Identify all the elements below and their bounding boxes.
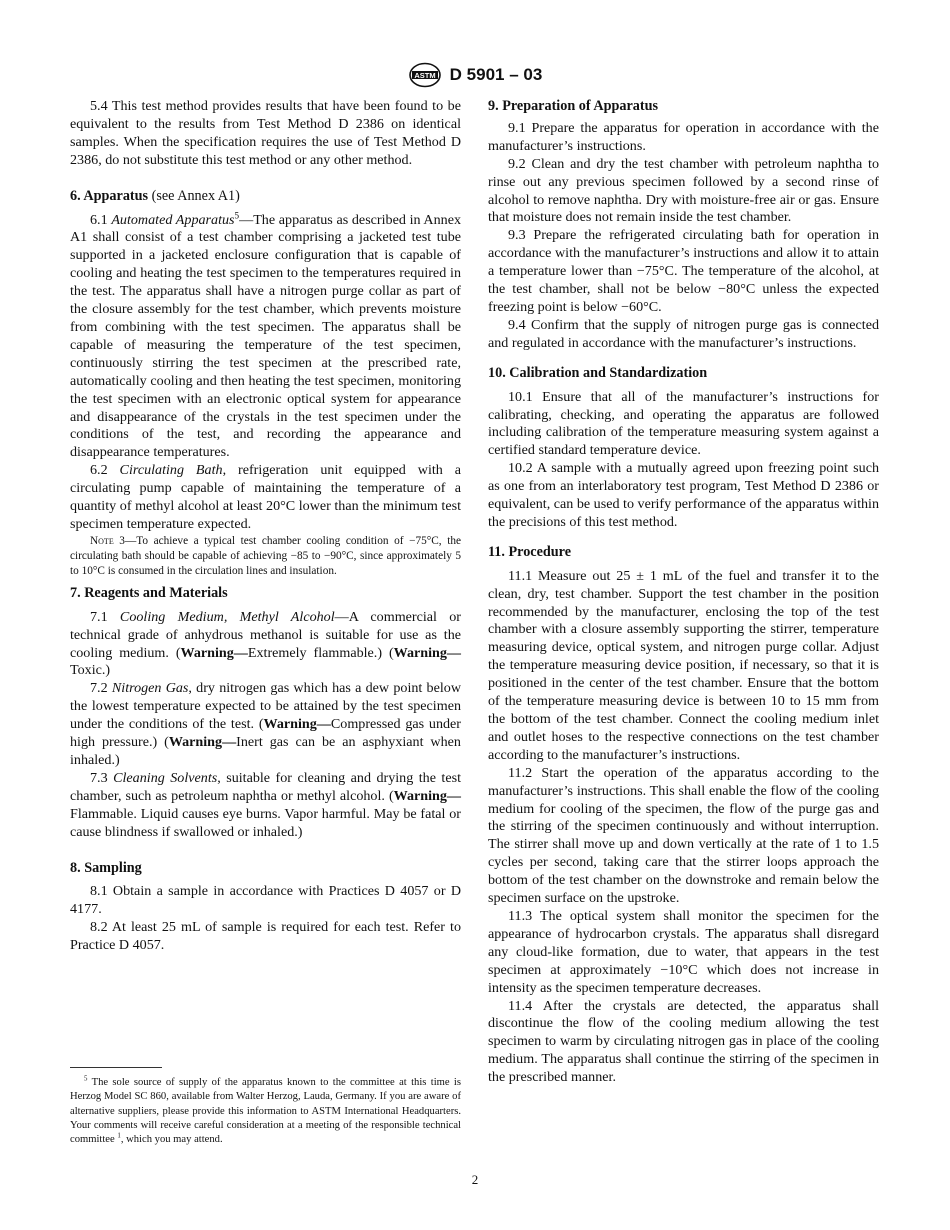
section-6-heading [70, 188, 461, 206]
p7-3-term: Cleaning Solvents [113, 769, 218, 786]
paragraph-9-4: 9.4 Confirm that the supply of nitrogen purge gas is connected and regulated in accordance with the manufacturer’s instructions. [488, 316, 879, 351]
page-number: 2 [471, 1172, 479, 1187]
footnote-number: 5 [84, 1075, 88, 1083]
p7-1-label: 7.1 [90, 608, 108, 625]
footnote-divider [70, 1067, 162, 1068]
section-8-heading: 8. Sampling [70, 859, 142, 876]
paragraph-11-2: 11.2 Start the operation of the apparatus according to the manufacturer’s instructions. This shall enable the flow of the cooling medium for cooling of the specimen, the flow of the purge gas and the stirring of the specimen continuously and without interruption. The stirrer shall move up and down vertically at the rate of 1 to 1.5 cycles per second, taking care that the stirrer loops approach the bottom of the test chamber on the downstroke and remain below the specimen surface on the upstroke. [488, 764, 879, 907]
warning-label: Warning— [180, 644, 248, 661]
paragraph-7-2: 7.2 Nitrogen Gas, dry nitrogen gas which has a dew point below the lowest temperature expected to be attained by the test specimen under the conditions of the test. (Warning—Compressed gas under high pressure.) (Warning—Inert gas can be an asphyxiant when inhaled.) [70, 680, 462, 768]
footnote-text: The sole source of supply of the apparatus known to the committee at this time is Herzog Model SC 860, available from Walter Herzog, Lauda, Germany. If you are aware of alternative suppliers, please provide this information to ASTM International Headquarters. Your comments will receive careful consideration at a meeting of the responsible technical committee [70, 1077, 461, 1146]
warning-label: Warning— [263, 716, 331, 733]
p7-3-label: 7.3 [90, 769, 108, 786]
p7-2-label: 7.2 [90, 680, 108, 697]
note-3-text: —To achieve a typical test chamber cooling condition of −75°C, the circulating bath should be capable of achieving −85 to −90°C, since approximately 5 to 10°C is consumed in the circulation lines and insulation. [70, 534, 462, 577]
document-designation: D 5901 – 03 [449, 65, 543, 84]
footnote-text-end: , which you may attend. [120, 1134, 223, 1146]
note-3 [70, 534, 461, 579]
p7-1-term: Cooling Medium, Methyl Alcohol [119, 608, 335, 625]
warning-label: Warning— [168, 734, 237, 751]
warning-text: Extremely flammable. [247, 644, 378, 661]
right-column [488, 98, 879, 1087]
p6-1-text: —The apparatus as described in Annex A1 shall consist of a test chamber comprising a jacketed test tube supported in a jacketed enclosure configuration that is capable of cooling and heating the test specimen to the temperatures required in the test. The apparatus shall have a nitrogen purge collar as part of the closure assembly for the test chamber, which prevents moisture from combining with the test specimen. The apparatus shall be capable of measuring the temperature of the test specimen, continuously stirring the test specimen at the prescribed rate, automatically cooling and then heating the test specimen, monitoring the test specimen with an electronic optical system for appearance and disappearance of the crystals in the test specimen under the conditions of the test, and recording the appearance and disappearance temperatures. [70, 211, 462, 461]
paragraph-6-1 [70, 209, 462, 463]
paragraph-11-4: 11.4 After the crystals are detected, the apparatus shall discontinue the flow of the cooling medium allowing the test specimen to warm by circulating nitrogen gas in place of the cooling medium. The apparatus shall continue the stirring of the specimen in the prescribed manner. [488, 997, 879, 1086]
p7-2-term: Nitrogen Gas [111, 680, 189, 697]
astm-logo-icon [408, 62, 442, 88]
footnote-ref: 1 [117, 1132, 121, 1140]
paragraph-11-3: 11.3 The optical system shall monitor the specimen for the appearance of hydrocarbon crystals. The apparatus shall disregard any cloud-like formation, due to water, that appears in the test specimen at approximately −10°C which does not increase in intensity as the specimen temperature decreases. [488, 907, 879, 996]
section-6-ref: (see Annex A1) [151, 187, 240, 204]
p7-3-text: , suitable for cleaning and drying the test chamber, such as petroleum naphtha or methyl alcohol. [70, 769, 462, 804]
left-column [70, 98, 461, 955]
warning-text: Inert gas can be an asphyxiant when inhaled. [70, 734, 461, 768]
warning-text: Toxic. [70, 662, 106, 679]
section-7-heading: 7. Reagents and Materials [70, 584, 228, 601]
p6-2-text: , refrigeration unit equipped with a circulating pump capable of maintaining the temperature of a quantity of methyl alcohol at least 20°C lower than the minimum test specimen temperature expected. [70, 462, 461, 532]
paragraph-6-2 [70, 462, 461, 534]
footnote-5 [70, 1076, 461, 1147]
svg-text:ASTM: ASTM [414, 71, 436, 80]
warning-label: Warning— [393, 787, 462, 804]
paragraph-10-1: 10.1 Ensure that all of the manufacturer’s instructions for calibrating, checking, and operating the apparatus are followed including calibration of the temperature measuring system against a certified standard temperature device. [488, 388, 879, 459]
paragraph-9-2: 9.2 Clean and dry the test chamber with petroleum naphtha to rinse out any previous specimen followed by a second rinse of alcohol to remove naphtha. Dry with moisture-free air or gas. Ensure that moisture does not remain inside the test chamber. [488, 155, 879, 226]
page-header [0, 62, 950, 90]
section-10-heading: 10. Calibration and Standardization [488, 364, 708, 381]
paragraph-5-4: 5.4 This test method provides results that have been found to be equivalent to the results from Test Method D 2386 on identical samples. When the specification requires the use of Test Method D 2386, do not substitute this test method or any other method. [70, 98, 461, 168]
p7-1-text: —A commercial or technical grade of anhydrous methanol is suitable for use as the cooling medium. [70, 608, 461, 661]
section-11-heading: 11. Procedure [488, 543, 572, 560]
paragraph-8-2: 8.2 At least 25 mL of sample is required for each test. Refer to Practice D 4057. [70, 919, 461, 954]
warning-label: Warning— [393, 644, 461, 661]
note-3-label: Note 3 [90, 534, 125, 547]
paragraph-7-3: 7.3 Cleaning Solvents, suitable for cleaning and drying the test chamber, such as petroleum naphtha or methyl alcohol. (Warning—Flammable. Liquid causes eye burns. Vapor harmful. May be fatal or cause blindness if swallowed or inhaled.) [70, 769, 462, 840]
paragraph-8-1: 8.1 Obtain a sample in accordance with Practices D 4057 or D 4177. [70, 883, 461, 918]
p6-2-term: Circulating Bath [119, 462, 223, 479]
p7-2-text: , dry nitrogen gas which has a dew point below the lowest temperature expected to be attained by the test specimen under the conditions of the test. [70, 680, 461, 733]
p6-2-label: 6.2 [90, 462, 108, 479]
p6-1-term: Automated Apparatus [111, 211, 235, 228]
p6-1-label: 6.1 [90, 211, 108, 228]
warning-text: Compressed gas under high pressure. [70, 716, 462, 751]
section-6-title: 6. Apparatus [70, 187, 149, 204]
warning-text: Flammable. Liquid causes eye burns. Vapor harmful. May be fatal or cause blindness if swallowed or inhaled. [70, 805, 461, 840]
section-9-heading: 9. Preparation of Apparatus [488, 98, 658, 114]
paragraph-7-1: 7.1 Cooling Medium, Methyl Alcohol—A commercial or technical grade of anhydrous methanol is suitable for use as the cooling medium. (Warning—Extremely flammable.) (Warning—Toxic.) [70, 608, 461, 679]
paragraph-9-1: 9.1 Prepare the apparatus for operation in accordance with the manufacturer’s instructions. [488, 119, 879, 154]
paragraph-9-3: 9.3 Prepare the refrigerated circulating bath for operation in accordance with the manufacturer’s instructions and allow it to attain a temperature lower than −75°C. The temperature of the alcohol, at the test chamber, shall not be below −80°C unless the expected freezing point is below −60°C. [488, 227, 879, 315]
footnote-ref: 5 [234, 209, 240, 220]
paragraph-10-2: 10.2 A sample with a mutually agreed upon freezing point such as one from an interlaboratory test program, Test Method D 2386 or equivalent, can be used to verify performance of the apparatus within the precisions of this test method. [488, 460, 879, 530]
paragraph-11-1: 11.1 Measure out 25 ± 1 mL of the fuel and transfer it to the clean, dry, test chamber. Support the test chamber in the position recommended by the manufacturer, enclosing the top of the test chamber with a closure assembly supporting the stirrer, temperature measuring device, optical system, and nitrogen purge collar. Adjust the temperature measuring device position, if necessary, so that it is positioned in the center of the test chamber. Ensure that the bottom of the temperature measuring device is between 10 to 15 mm from the bottom of the test chamber. Connect the cooling medium inlet and outlet hoses to the respective connections on the test chamber according to the manufacturer’s instructions. [488, 567, 879, 763]
